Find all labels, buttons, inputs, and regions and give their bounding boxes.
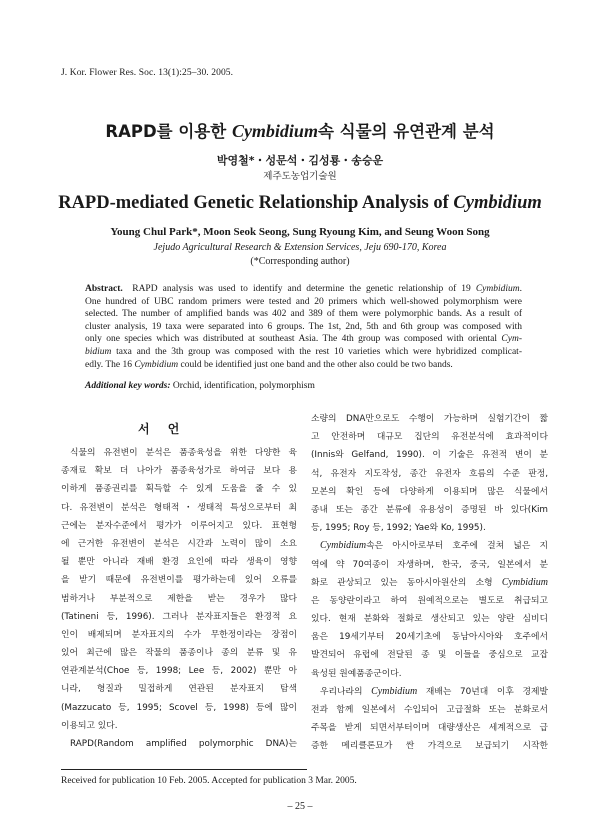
text-segment: 화로 관상되고 있는 동아시아원산의 소형 <box>311 577 502 588</box>
body-line <box>61 571 297 589</box>
body-line <box>311 737 548 755</box>
body-column-right <box>311 410 548 756</box>
corresponding-author-note: (*Corresponding author) <box>250 256 350 267</box>
journal-citation: J. Kor. Flower Res. Soc. 13(1):25–30. 2005. <box>61 68 234 78</box>
body-line <box>311 665 548 683</box>
text-segment: 석, 유전자 지도작성, 종간 유전자 흐름의 수준 판정, <box>311 468 548 479</box>
body-line <box>61 699 297 717</box>
body-line <box>311 410 548 428</box>
italic-term: Cymbidium <box>320 540 367 552</box>
body-column-left <box>61 444 297 753</box>
english-affiliation: Jejudo Agricultural Research & Extension Services, Jeju 690-170, Korea <box>153 242 447 253</box>
body-line <box>61 626 297 644</box>
korean-title-genus: Cymbidium <box>231 121 318 141</box>
text-segment: 육성된 원예품종군이다. <box>311 668 402 679</box>
body-line <box>61 535 297 553</box>
body-line <box>311 465 548 483</box>
korean-title <box>0 118 600 142</box>
text-segment: only one species which was distributed at southeast Asia. The 4th group was composed with oriental <box>85 334 502 345</box>
body-line <box>311 683 548 701</box>
text-segment: 범하거나 부분적으로 제한을 받는 경우가 많다 <box>61 593 297 604</box>
text-segment: 종내 또는 종간 분류에 유용성이 증명된 바 있다(Kim <box>311 504 548 515</box>
body-line <box>311 701 548 719</box>
english-title-genus: Cymbidium <box>453 193 542 213</box>
abstract-line <box>85 296 522 309</box>
body-line <box>61 717 297 735</box>
body-line <box>311 719 548 737</box>
body-line <box>61 462 297 480</box>
body-line <box>61 644 297 662</box>
korean-title-post: 속 식물의 유연관계 분석 <box>317 122 495 141</box>
text-segment: 식물의 유전변이 분석은 품종육성을 위한 다양한 육 <box>70 448 297 458</box>
italic-term: Cymbidium <box>501 576 548 588</box>
body-line <box>311 519 548 537</box>
text-segment: (Mazzucato 등, 1995; Scovel 등, 1998) 등에 많이 <box>61 702 297 713</box>
text-segment: (Tatineni 등, 1996). 그러나 분자표지들은 환경적 요 <box>61 611 297 622</box>
body-line <box>61 480 297 498</box>
abstract-line <box>85 283 522 296</box>
korean-authors: 박영철*・성문석・김성룡・송승운 <box>216 154 384 167</box>
body-line <box>311 556 548 574</box>
text-segment: 등, 1995; Roy 등, 1992; Yae와 Ko, 1995). <box>311 523 486 534</box>
text-segment: taxa and the 3th group was composed with the rest 10 varieties which were hybridized complicat- <box>111 346 522 357</box>
text-segment: 속은 아시아로부터 호주에 걸쳐 넓은 지 <box>366 541 548 552</box>
body-line <box>61 608 297 626</box>
text-segment: 증한 메리클론묘가 싼 가격으로 보급되기 시작한 <box>311 741 548 752</box>
body-line <box>311 574 548 592</box>
korean-title-pre: RAPD를 이용한 <box>105 122 232 141</box>
abstract-line <box>85 346 522 359</box>
body-line <box>61 517 297 535</box>
english-authors: Young Chul Park*, Moon Seok Seong, Sung Ryoung Kim, and Seung Woon Song <box>110 226 490 238</box>
body-line <box>311 646 548 664</box>
korean-affiliation: 제주도농업기술원 <box>263 171 337 182</box>
abstract-line <box>85 359 522 372</box>
body-line <box>311 537 548 555</box>
text-segment: 에 근거한 유전변이 분석은 시간과 노력이 많이 소요 <box>61 538 297 549</box>
abstract <box>85 283 522 371</box>
text-segment: cluster analysis, 19 taxa were separated into 6 groups. The 1st, 2nd, 5th and 6th group was composed with <box>85 321 522 332</box>
text-segment: (Innis와 Gelfand, 1990). 이 기술은 유전적 변이 분 <box>311 450 548 461</box>
text-segment: RAPD analysis was used to identify and determine the genetic relationship of 19 <box>132 284 476 294</box>
text-segment: RAPD(Random amplified polymorphic DNA)는 <box>70 739 297 749</box>
body-line <box>311 628 548 646</box>
italic-term: Cymbidium <box>371 685 418 697</box>
abstract-line <box>85 308 522 321</box>
text-segment: could be identified just one band and the other also could be two bands. <box>178 359 453 370</box>
text-segment: One hundred of UBC random primers were tested and 20 primers which well-showed polymorphism were <box>85 296 522 307</box>
text-segment: . <box>519 284 522 294</box>
keywords-label: Additional key words: <box>85 381 171 391</box>
text-segment: 연관계분석(Choe 등, 1998; Lee 등, 2002) 뿐만 아 <box>61 666 297 677</box>
text-segment: 발견되어 유럽에 전달된 종 및 이들을 중심으로 교잡 <box>311 650 548 661</box>
body-line <box>61 735 297 753</box>
text-segment: 을 받기 때문에 유전변이를 평가하는데 있어 오류를 <box>61 575 297 586</box>
text-segment: 종재료 확보 더 나아가 품종육성가로 하여금 보다 용 <box>61 466 297 477</box>
text-segment: 움은 19세기부터 20세기초에 동남아시아와 호주에서 <box>311 632 548 643</box>
page-number: – 25 – <box>287 801 313 812</box>
text-segment: 다. 유전변이 분석은 형태적・생태적 특성으로부터 최 <box>61 502 297 513</box>
text-segment: 근에는 분자수준에서 평가가 이루어지고 있다. 표현형 <box>61 520 297 531</box>
body-line <box>311 428 548 446</box>
body-line <box>311 446 548 464</box>
abstract-label: Abstract. <box>85 284 123 294</box>
english-title-pre: RAPD-mediated Genetic Relationship Analysis of <box>58 193 454 213</box>
keywords-text: Orchid, identification, polymorphism <box>170 381 315 391</box>
body-line <box>311 592 548 610</box>
body-line <box>61 662 297 680</box>
italic-term: Cymbidium <box>134 359 179 370</box>
body-line <box>61 553 297 571</box>
body-line <box>311 501 548 519</box>
text-segment: selected. The number of amplified bands was 402 and 389 of them were polymorphic bands. As a result of <box>85 309 522 320</box>
text-segment: 우리나라의 <box>320 686 372 697</box>
text-segment: 모본의 확인 등에 다양하게 이용되며 많은 식물에서 <box>311 486 548 497</box>
text-segment: 고 안전하며 대규모 집단의 유전분석에 효과적이다 <box>311 432 548 443</box>
text-segment: 있어 최근에 많은 작물의 품종이나 종의 분류 및 유 <box>61 648 297 659</box>
text-segment: 주목을 받게 되면서부터이며 대량생산은 세계적으로 급 <box>311 723 548 734</box>
footnote-rule <box>61 769 307 770</box>
italic-term: Cym- <box>501 334 522 345</box>
english-title <box>0 193 600 214</box>
text-segment: 소량의 DNA만으로도 수행이 가능하며 실험기간이 짧 <box>311 414 548 424</box>
abstract-line <box>85 321 522 334</box>
body-line <box>61 590 297 608</box>
text-segment: 이하게 품종권리를 획득할 수 있게 도움을 줄 수 있 <box>61 484 297 495</box>
text-segment: edly. The 16 <box>85 359 135 370</box>
text-segment: 전과 함께 일본에서 수입되어 고급절화 또는 분화로서 <box>311 705 548 715</box>
text-segment: 역에 약 70여종이 자생하며, 한국, 중국, 일본에서 분 <box>311 559 548 570</box>
text-segment: 니라, 형질과 밀접하게 연관된 분자표지 탐색 <box>61 684 297 695</box>
abstract-line <box>85 333 522 346</box>
keywords <box>85 381 315 391</box>
text-segment: 재배는 70년대 이후 경제발 <box>417 686 548 697</box>
body-line <box>61 680 297 698</box>
body-line <box>61 499 297 517</box>
text-segment: 은 동양란이라고 하여 원예적으로는 별도로 취급되고 <box>311 595 548 606</box>
text-segment: 될 뿐만 아니라 재배 환경 요인에 따라 생육이 영향 <box>61 557 297 568</box>
text-segment: 이용되고 있다. <box>61 720 118 731</box>
body-line <box>61 444 297 462</box>
received-note: Received for publication 10 Feb. 2005. Accepted for publication 3 Mar. 2005. <box>61 776 357 786</box>
italic-term: bidium <box>85 346 112 357</box>
text-segment: 인이 배제되며 분자표지의 수가 무한정이라는 장점이 <box>61 629 297 640</box>
body-line <box>311 483 548 501</box>
text-segment: 있다. 현재 분화와 절화로 생산되고 있는 양란 심비디 <box>311 614 548 625</box>
italic-term: Cymbidium <box>475 284 520 294</box>
body-line <box>311 610 548 628</box>
section-heading-introduction: 서 언 <box>138 422 180 436</box>
